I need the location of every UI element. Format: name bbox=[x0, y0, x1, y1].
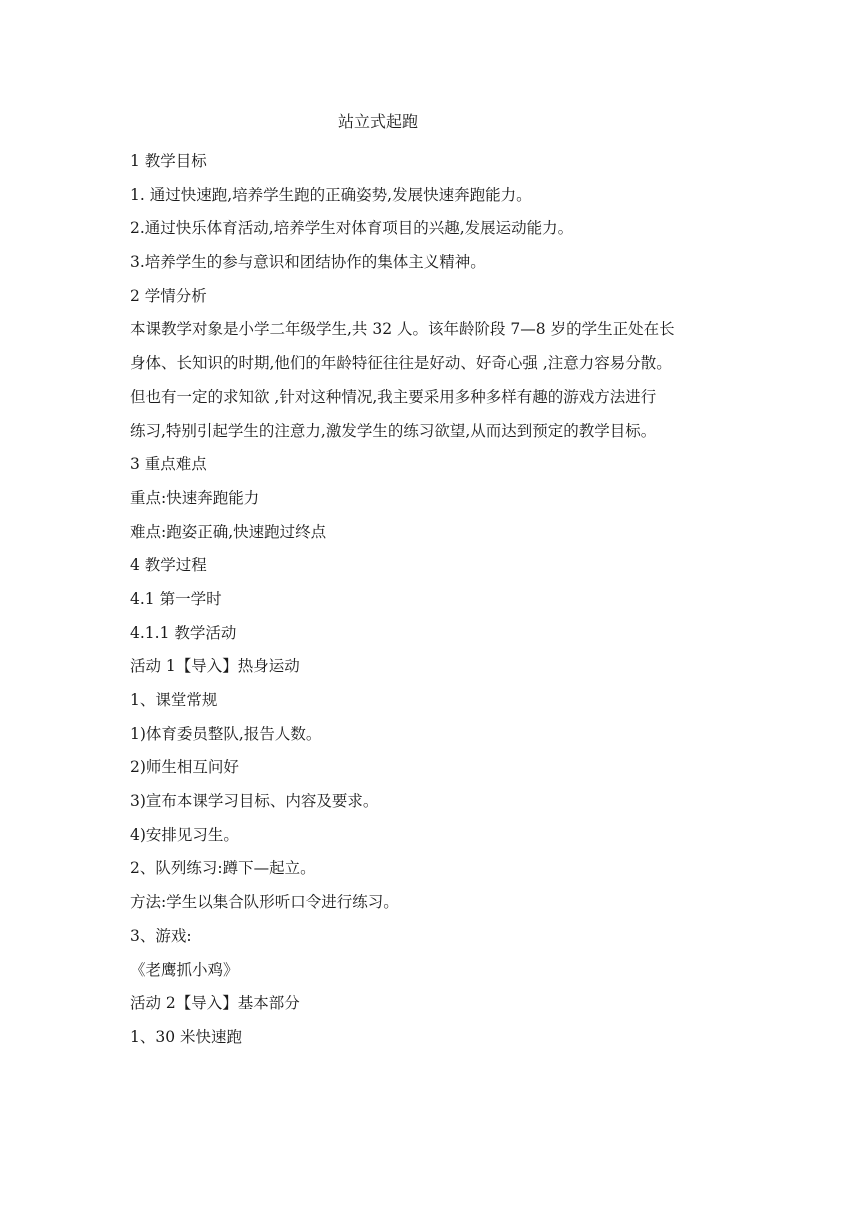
section-heading-teaching-goals: 1 教学目标 bbox=[130, 152, 207, 170]
list-item: 方法:学生以集合队形听口令进行练习。 bbox=[130, 893, 399, 912]
section-heading-student-analysis: 2 学情分析 bbox=[130, 286, 207, 305]
list-item: 4)安排见习生。 bbox=[130, 825, 239, 844]
activity-heading: 活动 1【导入】热身运动 bbox=[130, 657, 300, 676]
list-item: 1、课堂常规 bbox=[130, 691, 218, 709]
goal-item-3: 3.培养学生的参与意识和团结协作的集体主义精神。 bbox=[130, 253, 486, 272]
paragraph-line: 但也有一定的求知欲 ,针对这种情况,我主要采用多种多样有趣的游戏方法进行 bbox=[130, 387, 657, 406]
list-item: 3)宣布本课学习目标、内容及要求。 bbox=[130, 792, 379, 811]
section-heading-key-points: 3 重点难点 bbox=[130, 455, 207, 474]
list-item: 3、游戏: bbox=[130, 926, 192, 945]
key-point: 重点:快速奔跑能力 bbox=[130, 488, 260, 507]
difficult-point: 难点:跑姿正确,快速跑过终点 bbox=[130, 522, 327, 541]
document-body bbox=[130, 145, 742, 1055]
list-item: 1、30 米快速跑 bbox=[130, 1027, 243, 1046]
subsection-heading: 4.1.1 教学活动 bbox=[130, 623, 237, 642]
subsection-heading: 4.1 第一学时 bbox=[130, 589, 222, 608]
goal-item-1: 1. 通过快速跑,培养学生跑的正确姿势,发展快速奔跑能力。 bbox=[130, 185, 532, 204]
list-item: 2)师生相互问好 bbox=[130, 758, 239, 777]
paragraph-line: 练习,特别引起学生的注意力,激发学生的练习欲望,从而达到预定的教学目标。 bbox=[130, 421, 657, 440]
list-item: 2、队列练习:蹲下—起立。 bbox=[130, 859, 316, 878]
document-title: 站立式起跑 bbox=[338, 112, 419, 131]
goal-item-2: 2.通过快乐体育活动,培养学生对体育项目的兴趣,发展运动能力。 bbox=[130, 219, 574, 238]
activity-heading: 活动 2【导入】基本部分 bbox=[130, 994, 300, 1013]
paragraph-line: 本课教学对象是小学二年级学生,共 32 人。该年龄阶段 7—8 岁的学生正处在长 bbox=[130, 320, 675, 339]
paragraph-line: 身体、长知识的时期,他们的年龄特征往往是好动、好奇心强 ,注意力容易分散。 bbox=[130, 354, 672, 373]
section-heading-teaching-process: 4 教学过程 bbox=[130, 556, 207, 575]
list-item: 1)体育委员整队,报告人数。 bbox=[130, 724, 322, 743]
list-item: 《老鹰抓小鸡》 bbox=[130, 960, 239, 979]
